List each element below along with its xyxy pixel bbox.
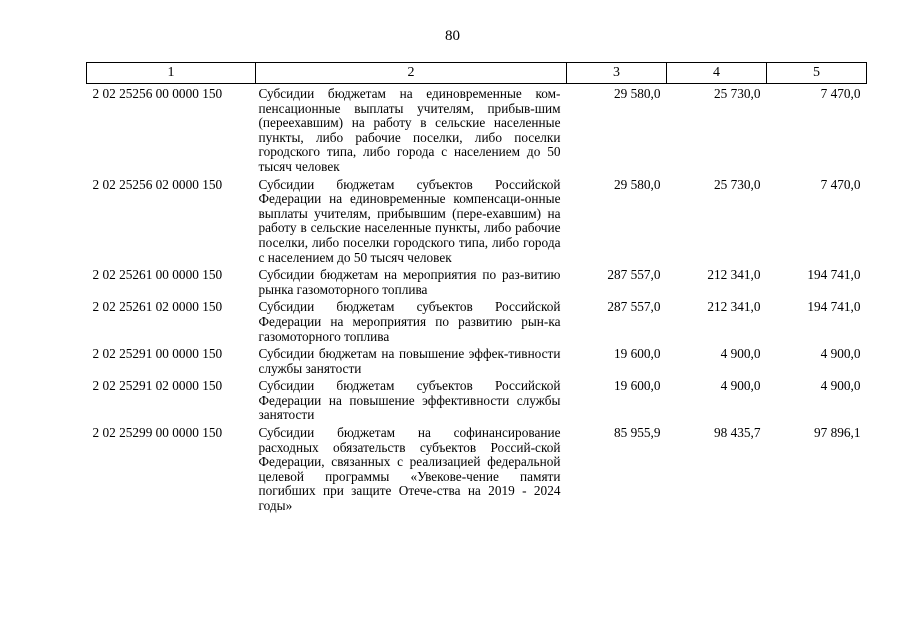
description-cell: Субсидии бюджетам субъектов Российской Федерации на повышение эффективности службы занятости	[258, 378, 561, 423]
table-header	[87, 63, 867, 84]
table-row	[87, 265, 867, 297]
amount-col3-cell: 19 600,0	[613, 378, 661, 394]
amount-col3-cell: 29 580,0	[613, 86, 661, 101]
column-header-4: 4	[667, 63, 767, 84]
table-row	[87, 423, 867, 514]
amount-col3-cell: 287 557,0	[607, 299, 661, 315]
budget-code-cell: 2 02 25256 00 0000 150	[92, 86, 223, 101]
table-row	[87, 297, 867, 344]
amount-col5-cell: 7 470,0	[820, 176, 861, 192]
budget-code-cell: 2 02 25261 00 0000 150	[92, 267, 223, 283]
description-cell: Субсидии бюджетам на мероприятия по раз-витию рынка газомоторного топлива	[258, 267, 561, 297]
header-row	[87, 63, 867, 84]
amount-col4-cell: 25 730,0	[713, 86, 761, 101]
table-row	[87, 344, 867, 376]
description-cell: Субсидии бюджетам на повышение эффек-тивности службы занятости	[258, 346, 561, 376]
amount-col4-cell: 98 435,7	[713, 425, 761, 441]
budget-code-cell: 2 02 25256 02 0000 150	[92, 176, 223, 192]
budget-code-cell: 2 02 25291 00 0000 150	[92, 346, 223, 362]
budget-code-cell: 2 02 25291 02 0000 150	[92, 378, 223, 394]
amount-col4-cell: 25 730,0	[713, 176, 761, 192]
column-header-3: 3	[567, 63, 667, 84]
column-header-5: 5	[767, 63, 867, 84]
description-cell: Субсидии бюджетам на софинансирование расходных обязательств субъектов Россий-ской Федерации, связанных с реализацией федеральной целевой программы «Увекове-чение памяти погибших при защите Отече-ства на 2019 - 2024 годы»	[258, 425, 561, 514]
amount-col3-cell: 287 557,0	[607, 267, 661, 283]
amount-col5-cell: 194 741,0	[807, 267, 861, 283]
amount-col4-cell: 4 900,0	[720, 346, 761, 362]
amount-col5-cell: 4 900,0	[820, 346, 861, 362]
amount-col3-cell: 19 600,0	[613, 346, 661, 362]
table-row	[87, 376, 867, 423]
amount-col3-cell: 85 955,9	[613, 425, 661, 441]
description-cell: Субсидии бюджетам субъектов Российской Федерации на единовременные компенсаци-онные выплаты учителям, прибывшим (пере-ехавшим) на работу в сельские населенные пункты, либо рабочие поселки, либо поселки городского типа, либо города с населением до 50 тысяч человек	[258, 176, 561, 265]
amount-col5-cell: 97 896,1	[813, 425, 861, 441]
column-header-2: 2	[256, 63, 567, 84]
budget-table	[86, 62, 867, 514]
table-row	[87, 84, 867, 175]
budget-code-cell: 2 02 25299 00 0000 150	[92, 425, 223, 441]
amount-col3-cell: 29 580,0	[613, 176, 661, 192]
description-cell: Субсидии бюджетам субъектов Российской Федерации на мероприятия по развитию рын-ка газомоторного топлива	[258, 299, 561, 344]
budget-code-cell: 2 02 25261 02 0000 150	[92, 299, 223, 315]
page-number: 80	[445, 28, 460, 44]
table-body	[87, 84, 867, 514]
amount-col5-cell: 4 900,0	[820, 378, 861, 394]
table-row	[87, 175, 867, 266]
column-header-1: 1	[87, 63, 256, 84]
amount-col5-cell: 194 741,0	[807, 299, 861, 315]
amount-col4-cell: 4 900,0	[720, 378, 761, 394]
amount-col4-cell: 212 341,0	[707, 299, 761, 315]
amount-col5-cell: 7 470,0	[820, 86, 861, 101]
description-cell: Субсидии бюджетам на единовременные ком-пенсационные выплаты учителям, прибыв-шим (переехавшим) на работу в сельские населенные пункты, либо рабочие поселки, либо поселки городского типа, либо города с населением до 50 тысяч человек	[258, 86, 561, 174]
amount-col4-cell: 212 341,0	[707, 267, 761, 283]
